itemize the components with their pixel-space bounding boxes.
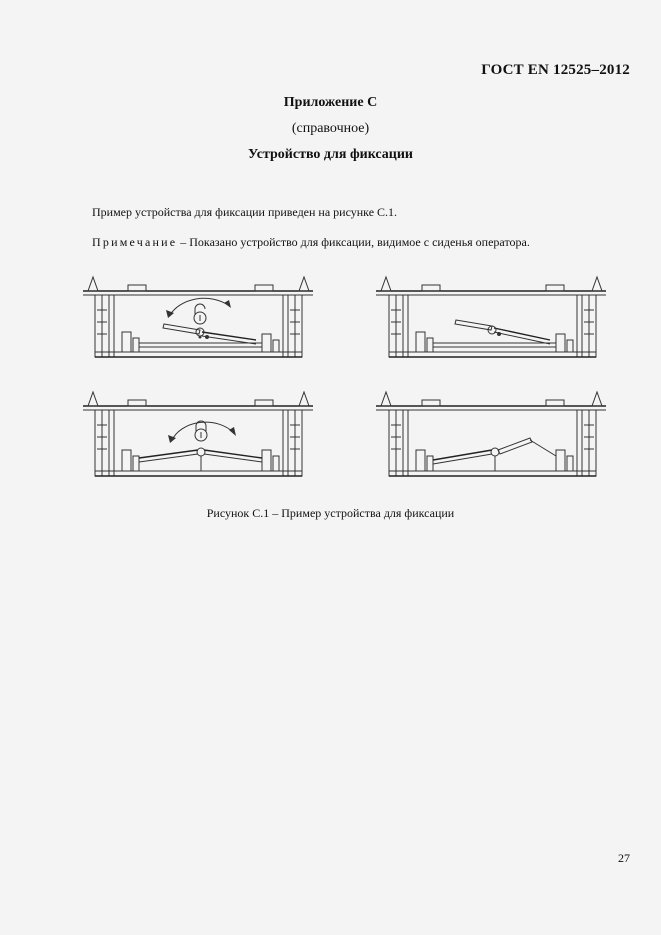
figure-caption: Рисунок С.1 – Пример устройства для фиксации — [206, 506, 455, 520]
note-text: – Показано устройство для фиксации, видимое с сиденья оператора. — [177, 235, 530, 249]
annex-title: Приложение С — [283, 95, 378, 110]
curved-arrow-icon — [166, 298, 231, 318]
unlocked-padlock-icon — [194, 304, 206, 324]
curved-arrow-icon — [168, 422, 236, 443]
standard-number: ГОСТ EN 12525–2012 — [481, 62, 630, 78]
figure-panel-bottom-left — [83, 392, 313, 476]
figure-panel-bottom-right — [376, 392, 606, 476]
figure-panel-top-left — [83, 277, 313, 357]
intro-paragraph: Пример устройства для фиксации приведен на рисунке С.1. — [92, 205, 398, 219]
annex-type: (справочное) — [291, 121, 370, 136]
locked-padlock-icon — [195, 421, 207, 441]
section-heading: Устройство для фиксации — [248, 147, 413, 162]
note-label: Примечание — [92, 235, 178, 249]
page-number: 27 — [618, 851, 630, 865]
figure-panel-top-right — [376, 277, 606, 357]
